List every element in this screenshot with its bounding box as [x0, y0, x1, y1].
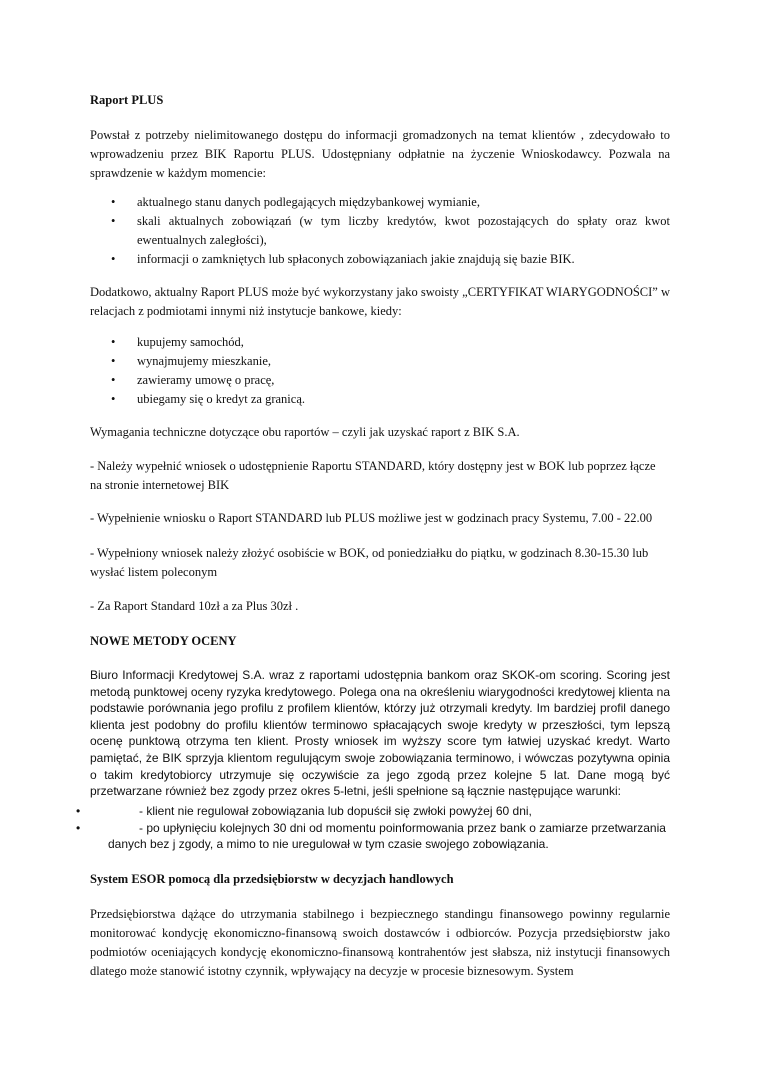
list-item: • zawieramy umowę o pracę, — [90, 371, 670, 390]
condition-text: - klient nie regulował zobowiązania lub dopuścił się zwłoki powyżej 60 dni, — [139, 804, 532, 818]
raport-plus-bullet-list — [90, 193, 670, 269]
list-item: • skali aktualnych zobowiązań (w tym liczby kredytów, kwot pozostających do spłaty oraz kwot ewentualnych zaległości), — [90, 212, 670, 250]
requirement-item: - Wypełnienie wniosku o Raport STANDARD lub PLUS możliwe jest w godzinach pracy Systemu, 7.00 - 22.00 — [90, 511, 653, 525]
list-item: • informacji o zamkniętych lub spłaconych zobowiązaniach jakie znajdują się bazie BIK. — [90, 250, 670, 269]
conditions-list — [76, 803, 670, 853]
list-item: • aktualnego stanu danych podlegających międzybankowej wymianie, — [90, 193, 670, 212]
esor-paragraph: Przedsiębiorstwa dążące do utrzymania stabilnego i bezpiecznego standingu finansowego powinny regularnie monitorować kondycję ekonomiczno-finansową swoich dostawców i odbiorców. Pozycja przedsiębiorstw jako podmiotów oceniających kondycję ekonomiczno-finansową kontrahentów jest słabsza, niż instytucji finansowych dlatego może stanowić istotny czynnik, wpływający na decyzje w procesie biznesowym. System — [90, 907, 670, 978]
list-item: • wynajmujemy mieszkanie, — [90, 352, 670, 371]
list-item: • kupujemy samochód, — [90, 333, 670, 352]
raport-plus-intro: Powstał z potrzeby nielimitowanego dostępu do informacji gromadzonych na temat klientów , zdecydowało to wprowadzeniu przez BIK Raportu PLUS. Udostępniany odpłatnie na życzenie Wnioskodawcy. Pozwala na sprawdzenie w każdym momencie: — [90, 128, 670, 180]
condition-continuation: danych bez j zgody, a mimo to nie uregulował w tym czasie swojego zobowiązania. — [108, 837, 549, 851]
requirement-item: - Wypełniony wniosek należy złożyć osobiście w BOK, od poniedziałku do piątku, w godzinach 8.30-15.30 lub wysłać listem poleconym — [90, 546, 649, 579]
raport-plus-additional: Dodatkowo, aktualny Raport PLUS może być wykorzystany jako swoisty „CERTYFIKAT WIARYGODNOŚCI” w relacjach z podmiotami innymi niż instytucje bankowe, kiedy: — [90, 285, 670, 318]
scoring-paragraph: Biuro Informacji Kredytowej S.A. wraz z raportami udostępnia bankom oraz SKOK-om scoring. Scoring jest metodą punktowej oceny ryzyka kredytowego. Polega ona na określeniu wiarygodności kredytowej klienta na podstawie porównania jego profilu z profilem klientów, którzy już otrzymali kredyty. Im bardziej profil danego klienta jest podobny do profilu klientów terminowo spłacających swoje kredyty w przeszłości, tym lepszą ocenę punktową otrzyma ten klient. Prosty wniosek im wyższy score tym łatwiej uzyskać kredyt. Warto pamiętać, że BIK sprzyja klientom regulującym swoje zobowiązania terminowo, i wówczas pozytywna opinia o takim kredytobiorcy utrzymuje się oczywiście za jego zgodą przez kolejne 5 lat. Dane mogą być przetwarzane również bez zgody przez okres 5-letni, jeśli spełnione są łącznie następujące warunki: — [90, 668, 670, 799]
situations-bullet-list — [90, 333, 670, 409]
condition-text: - po upłynięciu kolejnych 30 dni od momentu poinformowania przez bank o zamiarze przetwarzania — [139, 820, 666, 835]
new-methods-title: NOWE METODY OCENY — [90, 634, 237, 648]
raport-plus-title: Raport PLUS — [90, 93, 164, 107]
list-item: • ubiegamy się o kredyt za granicą. — [90, 390, 670, 409]
requirements-heading: Wymagania techniczne dotyczące obu raportów – czyli jak uzyskać raport z BIK S.A. — [90, 425, 520, 439]
requirement-item: - Należy wypełnić wniosek o udostępnienie Raportu STANDARD, który dostępny jest w BOK lub poprzez łącze na stronie internetowej BIK — [90, 459, 656, 492]
esor-title: System ESOR pomocą dla przedsiębiorstw w decyzjach handlowych — [90, 872, 454, 886]
list-item — [76, 820, 670, 853]
list-item — [76, 803, 670, 820]
requirement-item: - Za Raport Standard 10zł a za Plus 30zł . — [90, 599, 299, 613]
